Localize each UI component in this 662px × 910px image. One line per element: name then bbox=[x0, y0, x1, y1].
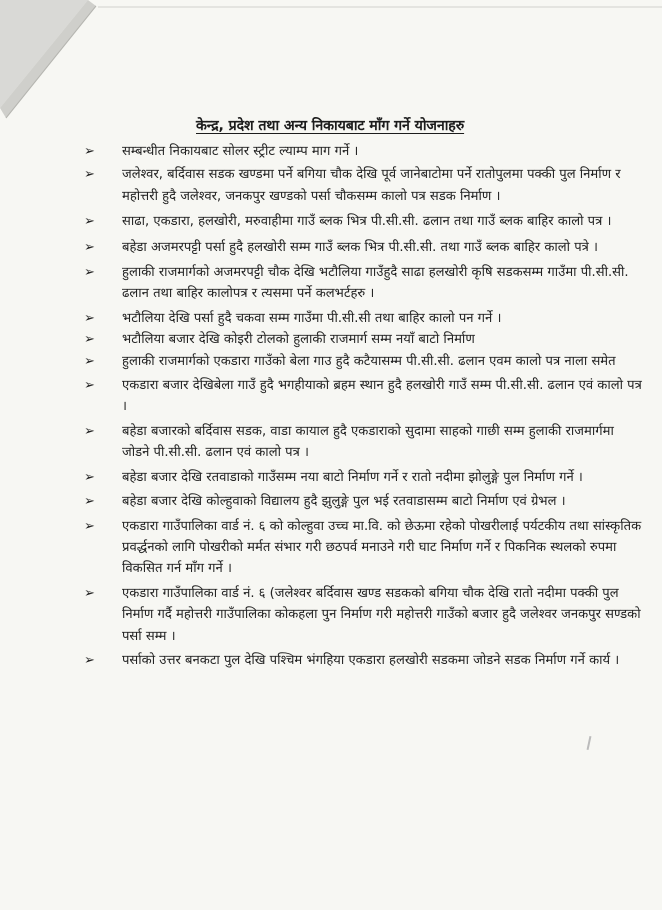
list-item bbox=[84, 491, 644, 512]
arrow-bullet-icon: ➢ bbox=[84, 585, 95, 601]
list-item bbox=[84, 516, 644, 580]
arrow-bullet-icon: ➢ bbox=[84, 423, 95, 439]
item-text: सम्बन्धीत निकायबाट सोलर स्ट्रीट ल्याम्प माग गर्ने । bbox=[122, 144, 359, 159]
item-text: पर्साको उत्तर बनकटा पुल देखि पश्चिम भंगहिया एकडारा हलखोरी सडकमा जोडने सडक निर्माण गर्ने कार्य । bbox=[122, 652, 620, 668]
list-item bbox=[84, 237, 644, 258]
item-text: बहेडा अजमरपट्टी पर्सा हुदै हलखोरी सम्म गाउँ ब्लक भित्र पी.सी.सी. तथा गाउँ ब्लक बाहिर कालो पत्रे । bbox=[122, 239, 599, 255]
list-item bbox=[84, 211, 644, 232]
item-text: हुलाकी राजमार्गको एकडारा गाउँको बेला गाउ हुदै कटैयासम्म पी.सी.सी. ढलान एवम कालो पत्र नाला समेत bbox=[122, 353, 616, 369]
item-text: जलेश्वर, बर्दिवास सडक खण्डमा पर्ने बगिया चौक देखि पूर्व जानेबाटोमा पर्ने रातोपुलमा पक्की पुल निर्माण र महोत्तरी हुदै जलेश्वर, जनकपुर खण्डको पर्सा चौकसम्म कालो पत्र सडक निर्माण । bbox=[122, 167, 621, 204]
item-text: भटौलिया देखि पर्सा हुदै चकवा सम्म गाउँमा पी.सी.सी तथा बाहिर कालो पन गर्ने । bbox=[122, 310, 502, 326]
arrow-bullet-icon: ➢ bbox=[84, 310, 95, 326]
project-list bbox=[84, 141, 644, 671]
arrow-bullet-icon: ➢ bbox=[84, 265, 95, 281]
arrow-bullet-icon: ➢ bbox=[84, 469, 95, 485]
item-text: एकडारा बजार देखिबेला गाउँ हुदै भगहीयाको ब्रहम स्थान हुदै हलखोरी गाउँ सम्म पी.सी.सी. ढलान एवं कालो पत्र । bbox=[122, 378, 642, 415]
item-text: साढा, एकडारा, हलखोरी, मरुवाहीमा गाउँ ब्लक भित्र पी.सी.सी. ढलान तथा गाउँ ब्लक बाहिर कालो पत्र । bbox=[122, 214, 612, 230]
list-item bbox=[84, 375, 644, 418]
list-item bbox=[84, 329, 644, 350]
item-text: एकडारा गाउँपालिका वार्ड नं. ६ (जलेश्वर बर्दिवास खण्ड सडकको बगिया चौक देखि रातो नदीमा पक्की पुल निर्माण गर्दै महोत्तरी गाउँपालिका कोकहला पुन निर्माण गरी महोत्तरी गाउँको बजार हुदै जलेश्वर जनकपुर सण्डको पर्सा सम्म । bbox=[122, 585, 641, 644]
arrow-bullet-icon: ➢ bbox=[84, 378, 95, 394]
list-item bbox=[84, 467, 644, 488]
arrow-bullet-icon: ➢ bbox=[84, 494, 95, 510]
list-item bbox=[84, 421, 644, 464]
document-title: केन्द्र, प्रदेश तथा अन्य निकायबाट माँग गर्ने योजनाहरु bbox=[196, 118, 465, 134]
list-item bbox=[84, 308, 644, 329]
arrow-bullet-icon: ➢ bbox=[84, 144, 95, 159]
item-text: बहेडा बजार देखि रतवाडाको गाउँसम्म नया बाटो निर्माण गर्ने र रातो नदीमा झोलुङ्गे पुल निर्माण गर्ने । bbox=[122, 469, 583, 485]
list-item bbox=[84, 141, 644, 162]
pen-mark bbox=[587, 736, 592, 750]
item-text: बहेडा बजारको बर्दिवास सडक, वाडा कायाल हुदै एकडाराको सुदामा साहको गाछी सम्म हुलाकी राजमार्गमा जोडने पी.सी.सी. ढलान एवं कालो पत्र । bbox=[122, 423, 614, 461]
arrow-bullet-icon: ➢ bbox=[84, 167, 95, 183]
arrow-bullet-icon: ➢ bbox=[84, 353, 95, 369]
arrow-bullet-icon: ➢ bbox=[84, 239, 95, 255]
arrow-bullet-icon: ➢ bbox=[84, 652, 95, 668]
arrow-bullet-icon: ➢ bbox=[84, 332, 95, 348]
list-item bbox=[84, 262, 644, 305]
item-text: भटौलिया बजार देखि कोइरी टोलको हुलाकी राजमार्ग सम्म नयाँ बाटो निर्माण bbox=[122, 332, 475, 348]
item-text: बहेडा बजार देखि कोल्हुवाको विद्यालय हुदै झुलुङ्गे पुल भई रतवाडासम्म बाटो निर्माण एवं ग्रेभल । bbox=[122, 494, 566, 510]
list-item bbox=[84, 583, 644, 647]
list-item bbox=[84, 650, 644, 671]
list-item bbox=[84, 164, 644, 207]
item-text: एकडारा गाउँपालिका वार्ड नं. ६ को कोल्हुवा उच्च मा.वि. को छेऊमा रहेको पोखरीलाई पर्यटकीय तथा सांस्कृतिक प्रवर्द्धनको लागि पोखरीको मर्मत संभार गरी छठपर्व मनाउने गरी घाट निर्माण गर्ने र पिकनिक स्थलको रुपमा विकसित गर्न माँग गर्ने । bbox=[122, 518, 642, 577]
arrow-bullet-icon: ➢ bbox=[84, 214, 95, 230]
arrow-bullet-icon: ➢ bbox=[84, 518, 95, 534]
item-text: हुलाकी राजमार्गको अजमरपट्टी चौक देखि भटौलिया गाउँहुदै साढा हलखोरी कृषि सडकसम्म गाउँमा पी.सी.सी. ढलान तथा बाहिर कालोपत्र र त्यसमा पर्ने कलभर्टहरु । bbox=[122, 265, 629, 302]
list-item bbox=[84, 351, 644, 372]
